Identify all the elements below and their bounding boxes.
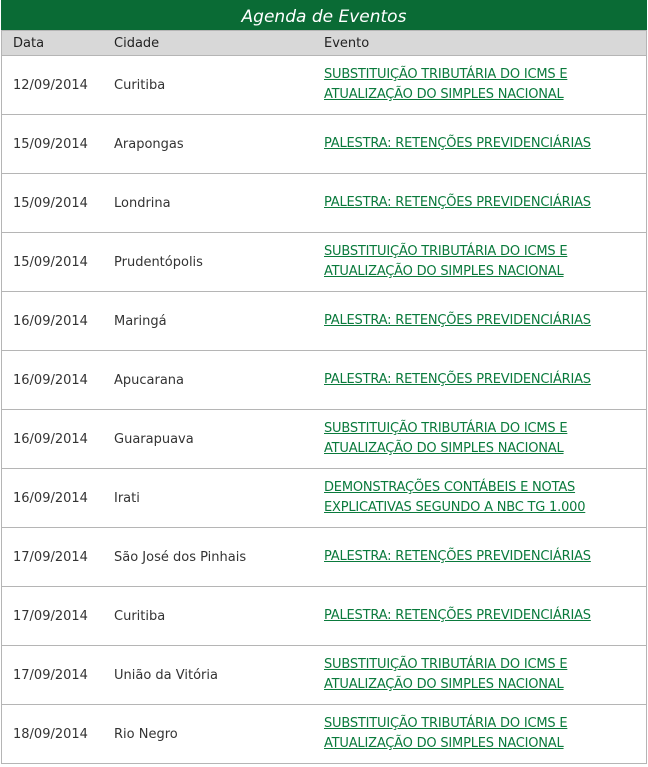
event-link-line1: SUBSTITUIÇÃO TRIBUTÁRIA DO ICMS E [324,657,568,672]
event-link[interactable] [324,134,591,154]
row-event [324,242,646,282]
event-link-line1: PALESTRA: RETENÇÕES PREVIDENCIÁRIAS [324,549,591,564]
row-event [324,478,646,518]
row-event [324,65,646,105]
table-row [2,587,646,646]
row-date: 16/09/2014 [13,431,88,447]
table-row [2,292,646,351]
row-city: Curitiba [114,77,166,93]
row-event [324,134,646,154]
events-agenda [1,0,647,764]
event-link-line1: PALESTRA: RETENÇÕES PREVIDENCIÁRIAS [324,372,591,387]
agenda-title: Agenda de Eventos [1,0,647,30]
header-event: Evento [324,35,370,51]
row-city: Prudentópolis [114,254,203,270]
event-link[interactable] [324,65,567,105]
event-link[interactable] [324,419,567,459]
row-city: Maringá [114,313,167,329]
row-city: São José dos Pinhais [114,549,247,565]
table-body [1,56,647,764]
table-row [2,646,646,705]
row-city: Rio Negro [114,726,178,742]
event-link-line2: ATUALIZAÇÃO DO SIMPLES NACIONAL [324,441,564,456]
row-date: 16/09/2014 [13,372,88,388]
row-event [324,370,646,390]
table-row [2,469,646,528]
row-city: Irati [114,490,140,506]
event-link-line1: SUBSTITUIÇÃO TRIBUTÁRIA DO ICMS E [324,244,568,259]
table-row [2,233,646,292]
event-link[interactable] [324,370,591,390]
event-link[interactable] [324,606,591,626]
row-date: 18/09/2014 [13,726,88,742]
event-link-line2: ATUALIZAÇÃO DO SIMPLES NACIONAL [324,264,564,279]
row-date: 16/09/2014 [13,490,88,506]
row-event [324,655,646,695]
row-date: 15/09/2014 [13,254,88,270]
row-date: 16/09/2014 [13,313,88,329]
event-link-line2: ATUALIZAÇÃO DO SIMPLES NACIONAL [324,736,564,751]
event-link-line1: SUBSTITUIÇÃO TRIBUTÁRIA DO ICMS E [324,421,568,436]
row-event [324,714,646,754]
row-city: Curitiba [114,608,166,624]
event-link[interactable] [324,242,567,282]
table-header [1,30,647,56]
row-date: 17/09/2014 [13,667,88,683]
event-link[interactable] [324,714,567,754]
row-city: Arapongas [114,136,184,152]
table-row [2,410,646,469]
event-link-line1: SUBSTITUIÇÃO TRIBUTÁRIA DO ICMS E [324,716,568,731]
table-row [2,528,646,587]
event-link-line1: PALESTRA: RETENÇÕES PREVIDENCIÁRIAS [324,608,591,623]
row-city: União da Vitória [114,667,218,683]
row-event [324,606,646,626]
row-city: Apucarana [114,372,185,388]
event-link[interactable] [324,547,591,567]
row-event [324,311,646,331]
event-link-line1: PALESTRA: RETENÇÕES PREVIDENCIÁRIAS [324,313,591,328]
row-date: 17/09/2014 [13,608,88,624]
header-date: Data [13,35,45,51]
row-date: 17/09/2014 [13,549,88,565]
event-link-line1: DEMONSTRAÇÕES CONTÁBEIS E NOTAS [324,480,576,495]
row-date: 15/09/2014 [13,195,88,211]
row-event [324,193,646,213]
event-link[interactable] [324,311,591,331]
event-link-line1: PALESTRA: RETENÇÕES PREVIDENCIÁRIAS [324,195,591,210]
row-city: Londrina [114,195,171,211]
event-link-line2: EXPLICATIVAS SEGUNDO A NBC TG 1.000 [324,500,586,515]
event-link[interactable] [324,193,591,213]
event-link-line2: ATUALIZAÇÃO DO SIMPLES NACIONAL [324,87,564,102]
table-row [2,56,646,115]
row-event [324,419,646,459]
event-link[interactable] [324,655,567,695]
table-row [2,351,646,410]
event-link-line1: SUBSTITUIÇÃO TRIBUTÁRIA DO ICMS E [324,67,568,82]
row-date: 15/09/2014 [13,136,88,152]
event-link-line2: ATUALIZAÇÃO DO SIMPLES NACIONAL [324,677,564,692]
table-row [2,115,646,174]
table-row [2,705,646,764]
event-link-line1: PALESTRA: RETENÇÕES PREVIDENCIÁRIAS [324,136,591,151]
row-date: 12/09/2014 [13,77,88,93]
event-link[interactable] [324,478,585,518]
row-event [324,547,646,567]
table-row [2,174,646,233]
header-city: Cidade [114,35,160,51]
row-city: Guarapuava [114,431,194,447]
